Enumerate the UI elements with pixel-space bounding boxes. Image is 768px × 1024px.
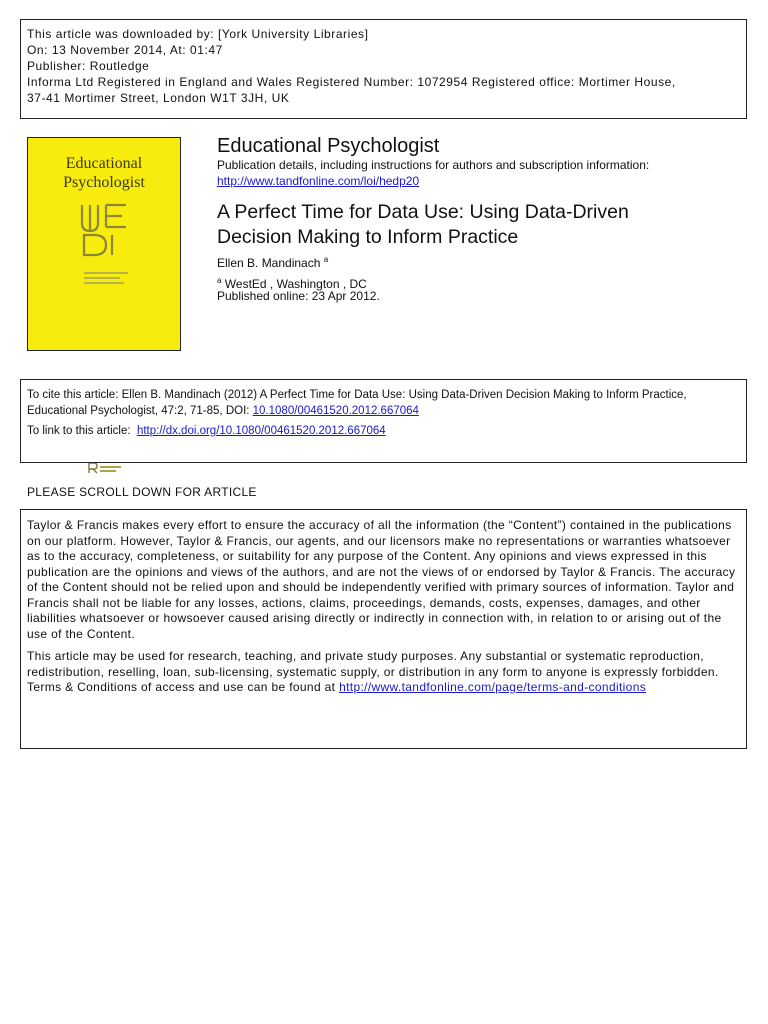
author-affiliation-marker: a: [323, 255, 329, 264]
cover-title-line-2: Psychologist: [63, 174, 145, 191]
article-link-line: [27, 423, 740, 439]
journal-link[interactable]: http://www.tandfonline.com/loi/hedp20: [217, 174, 420, 188]
article-title-line-1: A Perfect Time for Data Use: Using Data-Driven: [217, 201, 629, 223]
citation-text: [27, 387, 740, 419]
scroll-down-notice: PLEASE SCROLL DOWN FOR ARTICLE: [27, 485, 257, 499]
doi-link[interactable]: 10.1080/00461520.2012.667064: [252, 405, 419, 417]
usage-text: This article may be used for research, teaching, and private study purposes. Any substantial or systematic reproduction, redistribution, reselling, loan, sub-licensing, systematic supply, or distribution in any form to anyone is expressly forbidden. Terms & Conditions of access and use can be found at: [27, 649, 719, 694]
link-label: To link to this article:: [27, 425, 131, 437]
citation-box: [20, 379, 747, 463]
download-date-text: On: 13 November 2014, At: 01:47: [27, 43, 223, 57]
downloaded-by-text: This article was downloaded by: [York University Libraries]: [27, 27, 369, 41]
article-title: [217, 200, 629, 250]
journal-cover-image: [27, 137, 181, 351]
author-name-text: Ellen B. Mandinach: [217, 256, 321, 270]
article-title-line-2: Decision Making to Inform Practice: [217, 226, 519, 248]
registration-line-1: Informa Ltd Registered in England and Wales Registered Number: 1072954 Registered office: Mortimer House,: [27, 75, 676, 89]
affiliation-marker: a: [217, 276, 222, 285]
terms-conditions-link[interactable]: http://www.tandfonline.com/page/terms-and-conditions: [339, 680, 647, 694]
article-doi-link[interactable]: http://dx.doi.org/10.1080/00461520.2012.667064: [136, 425, 386, 437]
published-date: Published online: 23 Apr 2012.: [217, 289, 380, 303]
disclaimer-paragraph: Taylor & Francis makes every effort to ensure the accuracy of all the information (the “Content”) contained in the publications on our platform. However, Taylor & Francis, our agents, and our licensors make no representations or warranties whatsoever as to the accuracy, completeness, or suitability for any purpose of the Content. Any opinions and views expressed in this publication are the opinions and views of the authors, and are not the views of or endorsed by Taylor & Francis. The accuracy of the Content should not be relied upon and should be independently verified with primary sources of information. Taylor and Francis shall not be liable for any losses, actions, claims, proceedings, demands, costs, expenses, damages, and other liabilities whatsoever or howsoever caused arising directly or indirectly in connection with, in relation to or arising out of the use of the Content.: [27, 518, 736, 641]
journal-title: Educational Psychologist: [217, 135, 440, 157]
publisher-text: Publisher: Routledge: [27, 59, 150, 73]
cover-title: [28, 154, 180, 192]
publication-details-text: Publication details, including instructions for authors and subscription information:: [217, 158, 650, 172]
citation-body: To cite this article: Ellen B. Mandinach (2012) A Perfect Time for Data Use: Using Data-Driven Decision Making to Inform Practice, Educational Psychologist, 47:2, 71-85, DOI:: [27, 389, 687, 417]
usage-paragraph: [27, 649, 740, 696]
cover-emblem-icon: [76, 201, 134, 259]
registration-line-2: 37-41 Mortimer Street, London W1T 3JH, UK: [27, 91, 290, 105]
affiliation-text: WestEd , Washington , DC: [224, 277, 367, 291]
author-name: [217, 252, 328, 271]
cover-fine-print: [84, 272, 128, 287]
cover-title-line-1: Educational: [65, 155, 143, 172]
download-info-box: [20, 19, 747, 119]
terms-disclaimer-box: [20, 509, 747, 749]
cover-publisher-logo-icon: [88, 462, 122, 474]
